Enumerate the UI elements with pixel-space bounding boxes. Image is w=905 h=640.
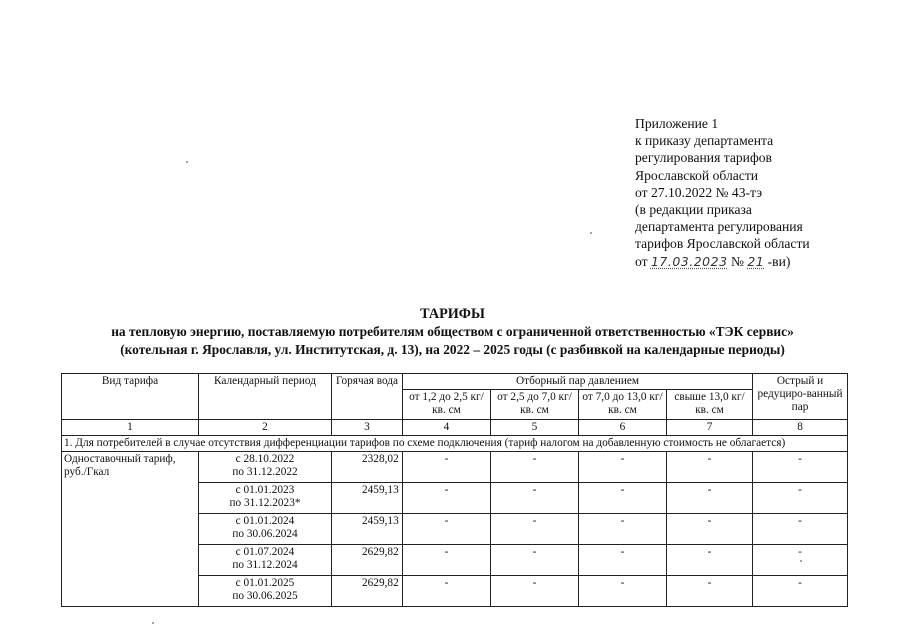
title-line-2: на тепловую энергию, поставляемую потребителям обществом с ограниченной ответственностью «ТЭК сервис»	[111, 324, 794, 339]
header-steam-group: Отборный пар давлением	[403, 374, 753, 390]
steam-1-value: -	[403, 483, 491, 514]
sharp-steam-value: -	[753, 514, 848, 545]
column-number-row	[62, 419, 848, 435]
steam-2-value: -	[491, 483, 579, 514]
steam-2-value: -	[491, 545, 579, 576]
period-from: с 28.10.2022	[235, 453, 295, 466]
steam-4-value: -	[667, 452, 753, 483]
scan-speck	[800, 560, 802, 562]
annex-block	[635, 115, 897, 270]
annex-line: (в редакции приказа	[635, 202, 752, 218]
period-to: по 30.06.2025	[232, 590, 298, 603]
period-to: по 30.06.2024	[232, 528, 298, 541]
period-from: с 01.01.2023	[235, 484, 295, 497]
tariff-type-cell: Одноставочный тариф, руб./Гкал	[62, 452, 199, 607]
scan-speck	[152, 622, 154, 624]
hot-water-value: 2459,13	[332, 514, 403, 545]
period-cell	[199, 452, 332, 483]
annex-line: от 27.10.2022 № 43-тэ	[635, 184, 763, 200]
steam-2-value: -	[491, 576, 579, 607]
steam-2-value: -	[491, 514, 579, 545]
period-to: по 31.12.2023*	[229, 497, 301, 510]
sharp-steam-value: -	[753, 576, 848, 607]
hot-water-value: 2459,13	[332, 483, 403, 514]
steam-3-value: -	[579, 483, 667, 514]
header-type: Вид тарифа	[62, 374, 199, 420]
title-line-3: (котельная г. Ярославля, ул. Институтская, д. 13), на 2022 – 2025 годы (с разбивкой на календарные периоды)	[120, 341, 785, 357]
handwritten-date: 17.03.2023	[650, 253, 728, 269]
annex-last-line	[635, 253, 897, 270]
steam-4-value: -	[667, 483, 753, 514]
period-to: по 31.12.2024	[232, 559, 298, 572]
steam-3-value: -	[579, 514, 667, 545]
section-row	[62, 435, 848, 451]
steam-3-value: -	[579, 452, 667, 483]
steam-3-value: -	[579, 576, 667, 607]
column-number: 1	[62, 419, 199, 435]
annex-last-suffix: -ви)	[764, 253, 791, 269]
header-water: Горячая вода	[332, 374, 403, 420]
header-period: Календарный период	[199, 374, 332, 420]
sharp-steam-value: -	[753, 452, 848, 483]
header-steam-1: от 1,2 до 2,5 кг/ кв. см	[403, 390, 491, 419]
steam-4-value: -	[667, 576, 753, 607]
title-main: ТАРИФЫ	[420, 306, 485, 322]
annex-line: департамента регулирования	[635, 219, 803, 235]
steam-1-value: -	[403, 452, 491, 483]
period-from: с 01.01.2025	[235, 577, 295, 590]
handwritten-number: 21	[747, 253, 765, 269]
column-number: 6	[579, 419, 667, 435]
steam-1-value: -	[403, 545, 491, 576]
annex-line: к приказу департамента	[635, 133, 774, 149]
sharp-steam-value: -	[753, 545, 848, 576]
period-cell	[199, 576, 332, 607]
annex-line: тарифов Ярославской области	[635, 236, 810, 252]
column-number: 4	[403, 419, 491, 435]
steam-4-value: -	[667, 514, 753, 545]
period-from: с 01.01.2024	[235, 515, 295, 528]
period-to: по 31.12.2022	[232, 466, 298, 479]
scan-speck	[186, 161, 188, 163]
steam-2-value: -	[491, 452, 579, 483]
header-sharp-steam: Острый и редуциро-ванный пар	[753, 374, 848, 420]
table-row	[62, 452, 848, 483]
hot-water-value: 2629,82	[332, 545, 403, 576]
scan-speck	[590, 232, 592, 234]
steam-3-value: -	[579, 545, 667, 576]
column-number: 7	[667, 419, 753, 435]
period-cell	[199, 514, 332, 545]
annex-line: Приложение 1	[635, 116, 719, 131]
column-number: 3	[332, 419, 403, 435]
annex-line: Ярославской области	[635, 167, 759, 183]
document-title	[0, 305, 905, 358]
header-steam-3: от 7,0 до 13,0 кг/ кв. см	[579, 390, 667, 419]
column-number: 2	[199, 419, 332, 435]
column-number: 5	[491, 419, 579, 435]
annex-number-sign: №	[727, 253, 748, 269]
header-steam-4: свыше 13,0 кг/ кв. см	[667, 390, 753, 419]
period-from: с 01.07.2024	[235, 546, 295, 559]
annex-line: регулирования тарифов	[635, 150, 772, 166]
period-cell	[199, 545, 332, 576]
hot-water-value: 2629,82	[332, 576, 403, 607]
section-heading: 1. Для потребителей в случае отсутствия дифференциации тарифов по схеме подключения (тариф налогом на добавленную стоимость не облагается)	[62, 435, 848, 451]
sharp-steam-value: -	[753, 483, 848, 514]
tariff-table	[61, 373, 848, 607]
steam-1-value: -	[403, 576, 491, 607]
hot-water-value: 2328,02	[332, 452, 403, 483]
steam-1-value: -	[403, 514, 491, 545]
annex-last-prefix: от	[635, 253, 651, 269]
steam-4-value: -	[667, 545, 753, 576]
period-cell	[199, 483, 332, 514]
header-row	[62, 374, 848, 390]
column-number: 8	[753, 419, 848, 435]
header-steam-2: от 2,5 до 7,0 кг/ кв. см	[491, 390, 579, 419]
